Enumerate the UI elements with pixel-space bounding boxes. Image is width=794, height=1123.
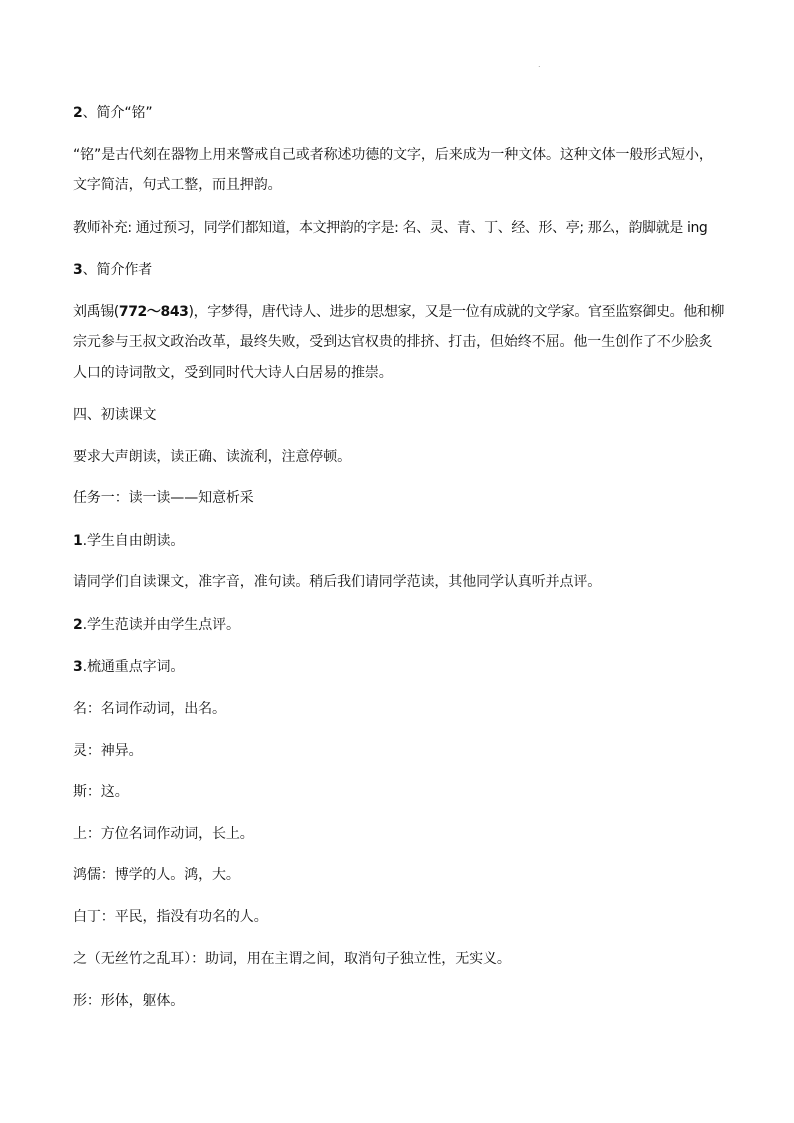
section-title: 、简介“铭” — [82, 105, 153, 121]
section-title: 、简介作者 — [82, 262, 153, 278]
section-number: 3 — [73, 262, 83, 278]
definition-line: 文字简洁，句式工整，而且押韵。 — [73, 177, 282, 193]
author-name: 刘禹锡( — [73, 304, 119, 320]
step-text: .学生范读并由学生点评。 — [82, 617, 240, 633]
vocab-item: 灵：神异。 — [73, 743, 143, 759]
step-detail: 请同学们自读课文，准字音，准句读。稍后我们请同学范读，其他同学认真听并点评。 — [73, 574, 602, 590]
step-item — [73, 531, 741, 553]
step-text: .梳通重点字词。 — [82, 659, 185, 675]
step-number: 3 — [73, 659, 83, 675]
vocab-item: 鸿儒：博学的人。鸿，大。 — [73, 867, 240, 883]
vocab-item: 名：名词作动词，出名。 — [73, 701, 226, 717]
author-bio-line — [73, 302, 741, 324]
section-heading-first-reading: 四、初读课文 — [73, 407, 157, 423]
vocab-item: 之（无丝竹之乱耳）：助词，用在主谓之间，取消句子独立性，无实义。 — [73, 951, 511, 967]
author-bio-line: 宗元参与王叔文政治改革，最终失败，受到达官权贵的排挤、打击，但始终不屈。他一生创作了不少脍炙 — [73, 334, 713, 350]
step-item — [73, 657, 741, 679]
step-number: 2 — [73, 617, 83, 633]
step-item — [73, 615, 741, 637]
vocab-item: 斯：这。 — [73, 784, 129, 800]
definition-line: “铭”是古代刻在器物上用来警戒自己或者称述功德的文字，后来成为一种文体。这种文体一般形式短小， — [73, 147, 713, 163]
author-years: 772～843 — [118, 304, 189, 320]
section-number: 2 — [73, 105, 83, 121]
header-mark: . — [538, 60, 541, 69]
section-heading-intro-ming — [73, 103, 741, 125]
vocab-item: 白丁：平民，指没有功名的人。 — [73, 909, 268, 925]
vocab-item: 形：形体，躯体。 — [73, 993, 185, 1009]
author-bio-line: 人口的诗词散文，受到同时代大诗人白居易的推崇。 — [73, 365, 393, 381]
step-number: 1 — [73, 533, 83, 549]
teacher-note: 教师补充: 通过预习，同学们都知道，本文押韵的字是: 名、灵、青、丁、经、形、亭; 那么，韵脚就是 ing — [73, 220, 708, 236]
vocab-item: 上：方位名词作动词，长上。 — [73, 826, 254, 842]
reading-requirement: 要求大声朗读，读正确、读流利，注意停顿。 — [73, 449, 351, 465]
author-bio-text: )，字梦得，唐代诗人、进步的思想家，又是一位有成就的文学家。官至监察御史。他和柳 — [188, 304, 724, 320]
step-text: .学生自由朗读。 — [82, 533, 185, 549]
section-heading-intro-author — [73, 260, 741, 282]
task-title: 任务一：读一读——知意析采 — [73, 490, 254, 506]
